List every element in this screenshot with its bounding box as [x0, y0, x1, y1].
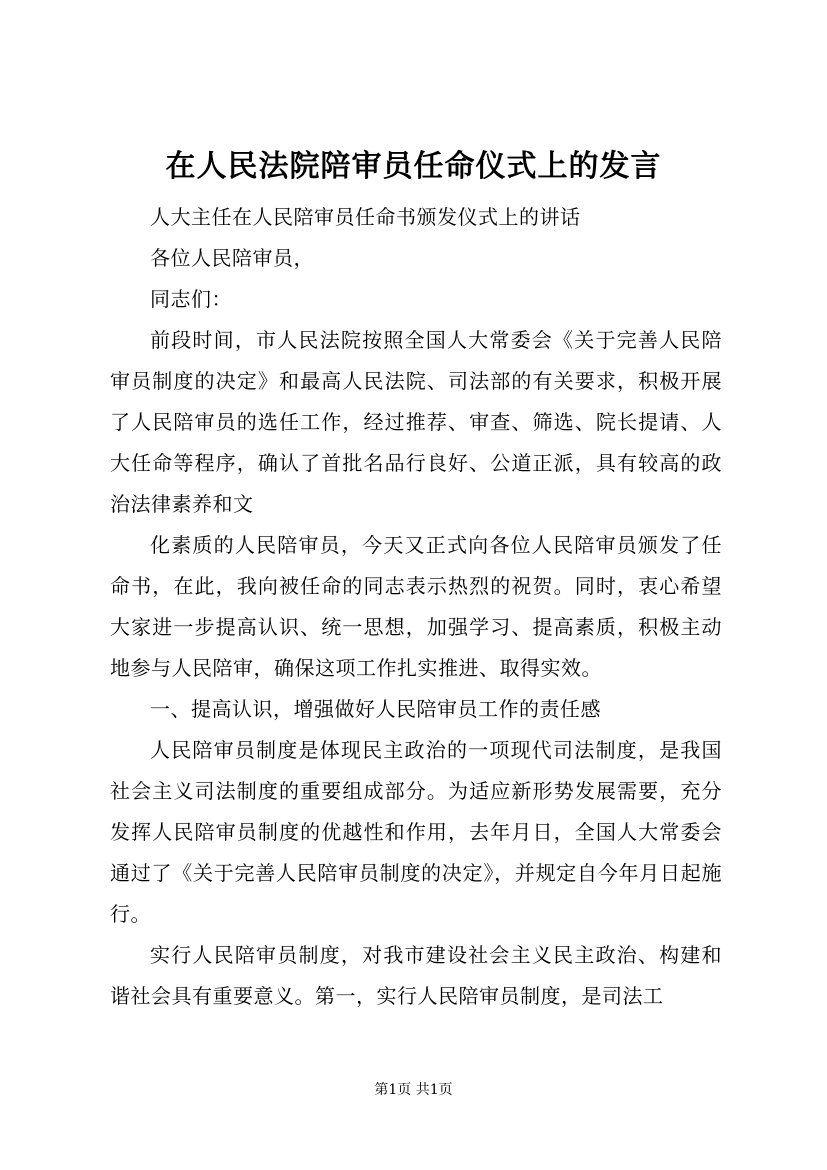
paragraph-body: 实行人民陪审员制度，对我市建设社会主义民主政治、构建和谐社会具有重要意义。第一，实行人民陪审员制度，是司法工 — [110, 943, 722, 1008]
paragraph-body: 化素质的人民陪审员，今天又正式向各位人民陪审员颁发了任命书，在此，我向被任命的同志表示热烈的祝贺。同时，衷心希望大家进一步提高认识、统一思想，加强学习、提高素质，积极主动地参与人民陪审，确保这项工作扎实推进、取得实效。 — [110, 533, 722, 680]
paragraph-salutation: 各位人民陪审员， — [150, 246, 314, 270]
document-title: 在人民法院陪审员任命仪式上的发言 — [165, 149, 662, 184]
page-number-footer: 第1页 共1页 — [374, 1082, 453, 1098]
paragraph-greeting: 同志们： — [150, 287, 232, 311]
paragraph-subtitle: 人大主任在人民陪审员任命书颁发仪式上的讲话 — [150, 205, 581, 229]
section-heading: 一、提高认识，增强做好人民陪审员工作的责任感 — [150, 697, 601, 721]
paragraph-body: 前段时间，市人民法院按照全国人大常委会《关于完善人民陪审员制度的决定》和最高人民法院、司法部的有关要求，积极开展了人民陪审员的选任工作，经过推荐、审查、筛选、院长提请、人大任命等程序，确认了首批名品行良好、公道正派，具有较高的政治法律素养和文 — [110, 328, 722, 516]
paragraph-body: 人民陪审员制度是体现民主政治的一项现代司法制度，是我国社会主义司法制度的重要组成部分。为适应新形势发展需要，充分发挥人民陪审员制度的优越性和作用，去年月日，全国人大常委会通过了《关于完善人民陪审员制度的决定》，并规定自今年月日起施行。 — [110, 738, 722, 926]
document-body — [110, 197, 722, 1017]
